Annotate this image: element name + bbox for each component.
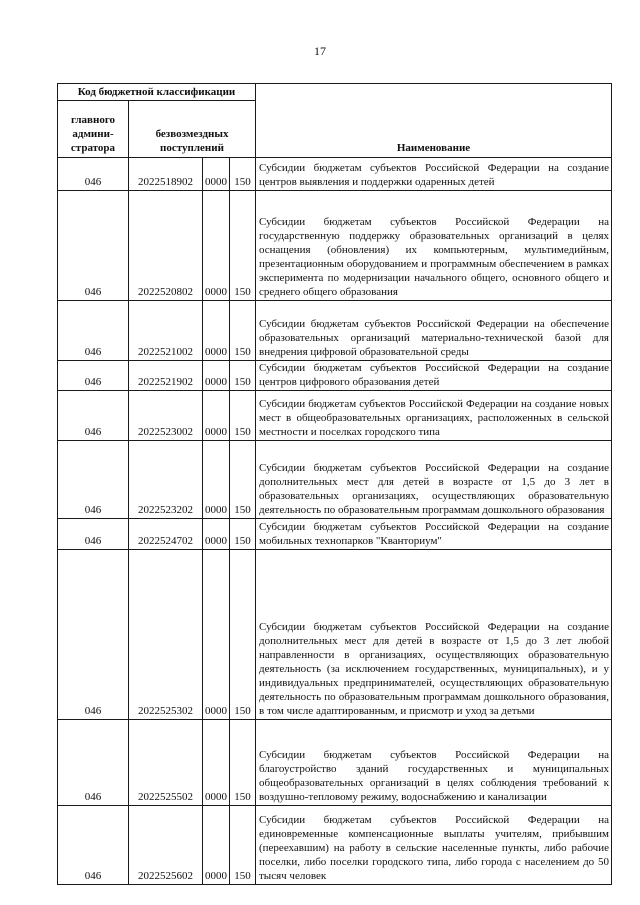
table-row xyxy=(58,158,612,191)
kind-code-cell: 150 xyxy=(230,720,256,806)
subtype-code-cell: 0000 xyxy=(203,441,230,519)
header-receipts: безвозмездных поступлений xyxy=(129,101,256,158)
kind-code-cell: 150 xyxy=(230,519,256,550)
name-cell: Субсидии бюджетам субъектов Российской Федерации на создание новых мест в общеобразовательных организациях, расположенных в сельской местности и поселках городского типа xyxy=(256,391,612,441)
kind-code-cell: 150 xyxy=(230,191,256,301)
kind-code-cell: 150 xyxy=(230,441,256,519)
subtype-code-cell: 0000 xyxy=(203,158,230,191)
admin-code-cell: 046 xyxy=(58,441,129,519)
kind-code-cell: 150 xyxy=(230,550,256,720)
budget-classification-table xyxy=(57,83,612,885)
name-cell: Субсидии бюджетам субъектов Российской Федерации на создание мобильных технопарков "Кванториум" xyxy=(256,519,612,550)
kind-code-cell: 150 xyxy=(230,391,256,441)
budget-code-cell: 2022525602 xyxy=(129,806,203,885)
header-group-title: Код бюджетной классификации xyxy=(58,84,256,101)
kind-code-cell: 150 xyxy=(230,301,256,361)
admin-code-cell: 046 xyxy=(58,301,129,361)
table-row xyxy=(58,519,612,550)
subtype-code-cell: 0000 xyxy=(203,301,230,361)
admin-code-cell: 046 xyxy=(58,806,129,885)
name-cell: Субсидии бюджетам субъектов Российской Федерации на обеспечение образовательных организаций материально-технической базой для внедрения цифровой образовательной среды xyxy=(256,301,612,361)
header-name: Наименование xyxy=(256,101,612,158)
name-cell: Субсидии бюджетам субъектов Российской Федерации на благоустройство зданий государственных и муниципальных общеобразовательных организаций в целях соблюдения требований к воздушно-тепловому режиму, водоснабжению и канализации xyxy=(256,720,612,806)
name-cell: Субсидии бюджетам субъектов Российской Федерации на создание центров цифрового образования детей xyxy=(256,361,612,391)
kind-code-cell: 150 xyxy=(230,806,256,885)
admin-code-cell: 046 xyxy=(58,158,129,191)
admin-code-cell: 046 xyxy=(58,720,129,806)
budget-code-cell: 2022520802 xyxy=(129,191,203,301)
budget-code-cell: 2022518902 xyxy=(129,158,203,191)
name-cell: Субсидии бюджетам субъектов Российской Федерации на государственную поддержку образовательных организаций в целях оснащения (обновления) их компьютерным, мультимедийным, презентационным оборудованием и программным обеспечением в рамках эксперимента по модернизации начального общего, основного общего и среднего общего образования xyxy=(256,191,612,301)
admin-code-cell: 046 xyxy=(58,191,129,301)
subtype-code-cell: 0000 xyxy=(203,720,230,806)
budget-code-cell: 2022525502 xyxy=(129,720,203,806)
budget-code-cell: 2022523202 xyxy=(129,441,203,519)
subtype-code-cell: 0000 xyxy=(203,361,230,391)
header-admin: главного админи-стратора xyxy=(58,101,129,158)
admin-code-cell: 046 xyxy=(58,519,129,550)
table-row xyxy=(58,361,612,391)
table-row xyxy=(58,191,612,301)
budget-code-cell: 2022524702 xyxy=(129,519,203,550)
name-cell: Субсидии бюджетам субъектов Российской Федерации на создание дополнительных мест для детей в возрасте от 1,5 до 3 лет любой направленности в организациях, осуществляющих образовательную деятельность (за исключением государственных, муниципальных), и у индивидуальных предпринимателей, осуществляющих образовательную деятельность по образовательным программам дошкольного образования, в том числе адаптированным, и присмотр и уход за детьми xyxy=(256,550,612,720)
subtype-code-cell: 0000 xyxy=(203,806,230,885)
subtype-code-cell: 0000 xyxy=(203,519,230,550)
admin-code-cell: 046 xyxy=(58,391,129,441)
name-cell: Субсидии бюджетам субъектов Российской Федерации на создание центров выявления и поддержки одаренных детей xyxy=(256,158,612,191)
name-cell: Субсидии бюджетам субъектов Российской Федерации на создание дополнительных мест для детей в возрасте от 1,5 до 3 лет в образовательных организациях, осуществляющих образовательную деятельность по образовательным программам дошкольного образования xyxy=(256,441,612,519)
table-row xyxy=(58,301,612,361)
header-name-spacer xyxy=(256,84,612,101)
table-row xyxy=(58,720,612,806)
table-row xyxy=(58,806,612,885)
table-row xyxy=(58,391,612,441)
admin-code-cell: 046 xyxy=(58,550,129,720)
subtype-code-cell: 0000 xyxy=(203,550,230,720)
budget-code-cell: 2022521902 xyxy=(129,361,203,391)
budget-code-cell: 2022525302 xyxy=(129,550,203,720)
admin-code-cell: 046 xyxy=(58,361,129,391)
budget-code-cell: 2022523002 xyxy=(129,391,203,441)
table-row xyxy=(58,441,612,519)
budget-code-cell: 2022521002 xyxy=(129,301,203,361)
page-number: 17 xyxy=(314,44,326,58)
subtype-code-cell: 0000 xyxy=(203,191,230,301)
table-row xyxy=(58,550,612,720)
subtype-code-cell: 0000 xyxy=(203,391,230,441)
kind-code-cell: 150 xyxy=(230,361,256,391)
kind-code-cell: 150 xyxy=(230,158,256,191)
name-cell: Субсидии бюджетам субъектов Российской Федерации на единовременные компенсационные выплаты учителям, прибывшим (переехавшим) на работу в сельские населенные пункты, либо рабочие поселки, либо поселки городского типа, либо города с населением до 50 тысяч человек xyxy=(256,806,612,885)
